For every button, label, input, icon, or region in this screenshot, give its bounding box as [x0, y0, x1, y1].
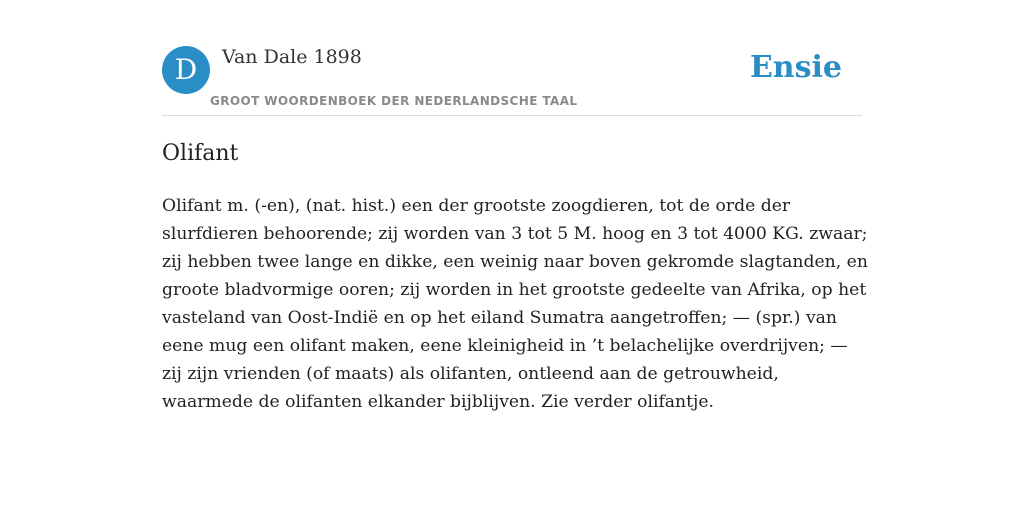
definition-line: zij zijn vrienden (of maats) als olifanten, ontleend aan de getrouwheid,: [162, 364, 779, 384]
definition-line: zij hebben twee lange en dikke, een weinig naar boven gekromde slagtanden, en: [162, 252, 868, 272]
brand-logo[interactable]: Ensie: [749, 50, 842, 85]
definition-line: groote bladvormige ooren; zij worden in het grootste gedeelte van Afrika, op het: [162, 280, 867, 300]
dictionary-subtitle: GROOT WOORDENBOEK DER NEDERLANDSCHE TAAL: [210, 94, 578, 108]
definition-line: eene mug een olifant maken, eene kleinigheid in ’t belachelijke overdrijven; —: [162, 336, 848, 356]
definition-line: Olifant m. (-en), (nat. hist.) een der grootste zoogdieren, tot de orde der: [162, 196, 791, 216]
definition-line: slurfdieren behoorende; zij worden van 3 tot 5 M. hoog en 3 tot 4000 KG. zwaar;: [162, 224, 868, 244]
entry-definition: [162, 192, 868, 416]
entry-title: Olifant: [162, 141, 239, 166]
dictionary-avatar[interactable]: D: [162, 46, 210, 94]
header-divider: [162, 115, 862, 116]
definition-line: vasteland van Oost-Indië en op het eiland Sumatra aangetroffen; — (spr.) van: [162, 308, 837, 328]
dictionary-name[interactable]: Van Dale 1898: [222, 46, 362, 68]
header: [162, 46, 862, 116]
definition-line: waarmede de olifanten elkander bijblijven. Zie verder olifantje.: [162, 392, 714, 412]
